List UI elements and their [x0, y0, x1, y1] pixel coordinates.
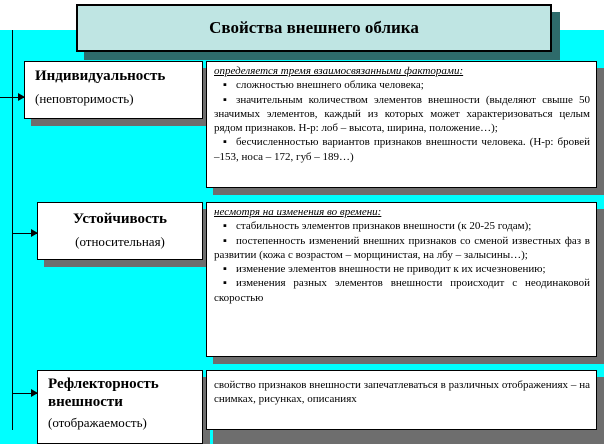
section-1-bullet: ▪ бесчисленностью вариантов признаков внешности человека. (Н-р: бровей –153, носа – 172, губ – 189…) — [214, 135, 590, 164]
section-2-label-box — [37, 202, 203, 260]
section-2-bullet: ▪ изменения разных элементов внешности происходит с неодинаковой скоростью — [214, 276, 590, 305]
section-2-bullet: ▪ изменение элементов внешности не приводит к их исчезновению; — [214, 262, 590, 276]
section-2-heading: Устойчивость — [73, 211, 167, 227]
section-3-heading: Рефлекторность внешности — [48, 376, 159, 410]
arrow-3 — [13, 393, 37, 394]
section-1-bullet: ▪ значительным количеством элементов внешности (выделяют свыше 50 значимых элементов, каждый из которых может характеризоваться целым рядом признаков. Н-р: лоб – высота, ширина, положение…); — [214, 93, 590, 136]
title-box — [76, 4, 552, 52]
section-2-bullet: ▪ стабильность элементов признаков внешности (к 20-25 годам); — [214, 219, 590, 233]
arrow-1 — [0, 97, 24, 98]
section-1-label-box — [24, 61, 203, 119]
section-2-intro: несмотря на изменения во времени: — [214, 206, 382, 218]
section-3-label-box — [37, 370, 203, 444]
section-3-description-box — [206, 370, 597, 430]
section-2-description-box — [206, 202, 597, 357]
connector-line — [12, 30, 13, 430]
section-3-subheading: (отображаемость) — [48, 415, 147, 430]
section-1-bullet: ▪ сложностью внешнего облика человека; — [214, 78, 590, 92]
section-1-intro: определяется тремя взаимосвязанными факторами: — [214, 65, 464, 77]
diagram-title: Свойства внешнего облика — [76, 4, 552, 52]
section-2-subheading: (относительная) — [75, 234, 165, 249]
section-1-description-box — [206, 61, 597, 188]
section-2-bullet: ▪ постепенность изменений внешних признаков со сменой известных фаз в развитии (кожа с возрастом – морщинистая, на лбу – залысины…); — [214, 234, 590, 263]
section-1-heading: Индивидуальность — [35, 68, 166, 84]
arrow-2 — [13, 233, 37, 234]
section-1-subheading: (неповторимость) — [35, 91, 134, 106]
section-3-text: свойство признаков внешности запечатлеваться в различных отображениях – на снимках, рисунках, описаниях — [214, 379, 590, 406]
